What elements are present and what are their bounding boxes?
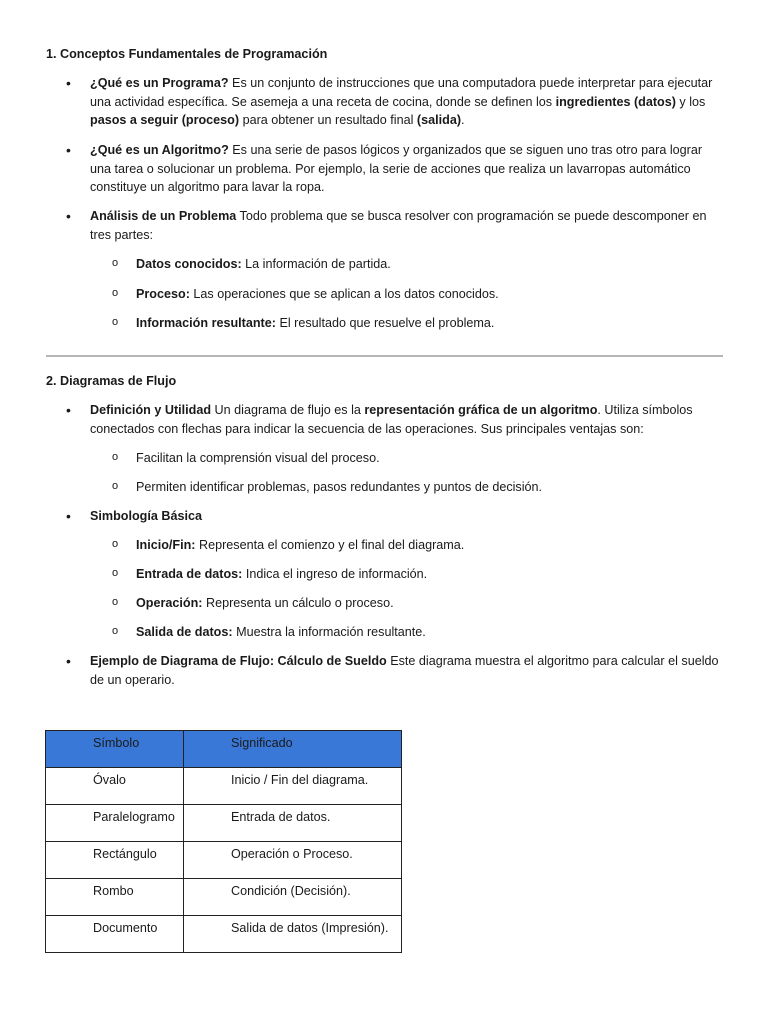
table-cell: Inicio / Fin del diagrama. bbox=[184, 768, 402, 805]
bullet-algoritmo bbox=[90, 141, 726, 197]
bullet-text: . bbox=[461, 113, 465, 127]
bullet-label: Análisis de un Problema bbox=[90, 209, 237, 223]
table-cell: Paralelogramo bbox=[46, 805, 184, 842]
bold-text: (salida) bbox=[416, 113, 462, 127]
table-cell: Óvalo bbox=[46, 768, 184, 805]
bullet-text: . Utiliza símbolos conectados con flechas para indicar la secuencia de las operaciones. Sus principales ventajas son: bbox=[90, 403, 693, 436]
table-row bbox=[46, 768, 402, 805]
section-1-heading: 1. Conceptos Fundamentales de Programación bbox=[46, 47, 328, 61]
subitem-text: Las operaciones que se aplican a los datos conocidos. bbox=[189, 287, 499, 301]
subitem-label: Entrada de datos: bbox=[136, 567, 243, 581]
bullet-ejemplo bbox=[90, 652, 726, 689]
bullet-simbologia bbox=[90, 507, 726, 526]
bullet-text: Este diagrama muestra el algoritmo para calcular el sueldo de un operario. bbox=[90, 654, 719, 687]
bold-text: pasos a seguir (proceso) bbox=[90, 113, 240, 127]
subitem-text: Muestra la información resultante. bbox=[232, 625, 426, 639]
table-row bbox=[46, 879, 402, 916]
bullet-programa bbox=[90, 74, 726, 130]
table-cell: Rectángulo bbox=[46, 842, 184, 879]
subitem-text: Representa el comienzo y el final del diagrama. bbox=[195, 538, 465, 552]
subitem-proceso bbox=[136, 285, 726, 304]
table-cell: Rombo bbox=[46, 879, 184, 916]
table-header-cell: Significado bbox=[184, 731, 402, 768]
subitem-ventaja-2: o Permiten identificar problemas, pasos redundantes y puntos de decisión. bbox=[136, 478, 726, 497]
subitem-operacion bbox=[136, 594, 726, 613]
table-row bbox=[46, 916, 402, 953]
symbols-table bbox=[45, 730, 402, 953]
bullet-analisis bbox=[90, 207, 726, 244]
table-cell: Documento bbox=[46, 916, 184, 953]
subitem-text: La información de partida. bbox=[241, 257, 391, 271]
bullet-text: para obtener un resultado final bbox=[239, 113, 417, 127]
horizontal-divider bbox=[46, 355, 723, 357]
bullet-label: Simbología Básica bbox=[90, 509, 202, 523]
subitem-salida bbox=[136, 623, 726, 642]
table-cell: Operación o Proceso. bbox=[184, 842, 402, 879]
bold-text: representación gráfica de un algoritmo bbox=[364, 403, 598, 417]
subitem-inicio-fin bbox=[136, 536, 726, 555]
bullet-text: Es una serie de pasos lógicos y organizados que se siguen uno tras otro para lograr una tarea o solucionar un problema. Por ejemplo, la serie de acciones que realiza un lavarropas automático constituye un algoritmo para lavar la ropa. bbox=[90, 143, 703, 194]
subitem-text: El resultado que resuelve el problema. bbox=[275, 316, 495, 330]
subitem-ventaja-1: o Facilitan la comprensión visual del proceso. bbox=[136, 449, 726, 468]
bullet-text: Todo problema que se busca resolver con programación se puede descomponer en tres partes: bbox=[90, 209, 707, 242]
bullet-definicion bbox=[90, 401, 726, 438]
bullet-text: Un diagrama de flujo es la bbox=[211, 403, 365, 417]
subitem-text: Representa un cálculo o proceso. bbox=[202, 596, 394, 610]
table-cell: Salida de datos (Impresión). bbox=[184, 916, 402, 953]
table-header-cell: Símbolo bbox=[46, 731, 184, 768]
bullet-label: ¿Qué es un Algoritmo? bbox=[90, 143, 229, 157]
bold-text: ingredientes (datos) bbox=[555, 94, 676, 109]
table-cell: Condición (Decisión). bbox=[184, 879, 402, 916]
subitem-entrada bbox=[136, 565, 726, 584]
bullet-label: Ejemplo de Diagrama de Flujo: Cálculo de Sueldo bbox=[90, 654, 387, 668]
section-2-heading: 2. Diagramas de Flujo bbox=[46, 374, 177, 388]
subitem-label: Operación: bbox=[136, 596, 203, 610]
bullet-text: Es un conjunto de instrucciones que una computadora puede interpretar para ejecutar una actividad específica. Se asemeja a una receta de cocina, donde se definen los bbox=[90, 76, 713, 109]
subitem-datos-conocidos bbox=[136, 255, 726, 274]
bullet-label: ¿Qué es un Programa? bbox=[90, 76, 229, 90]
bullet-text: y los bbox=[675, 94, 706, 109]
bullet-label: Definición y Utilidad bbox=[90, 403, 212, 417]
subitem-label: Proceso: bbox=[136, 287, 190, 301]
subitem-informacion-resultante bbox=[136, 314, 726, 333]
subitem-label: Datos conocidos: bbox=[136, 257, 242, 271]
subitem-text: Indica el ingreso de información. bbox=[242, 567, 428, 581]
table-cell: Entrada de datos. bbox=[184, 805, 402, 842]
table-row bbox=[46, 842, 402, 879]
subitem-label: Información resultante: bbox=[136, 316, 276, 330]
table-header-row bbox=[46, 731, 402, 768]
table-row bbox=[46, 805, 402, 842]
subitem-label: Salida de datos: bbox=[136, 625, 233, 639]
subitem-label: Inicio/Fin: bbox=[136, 538, 196, 552]
